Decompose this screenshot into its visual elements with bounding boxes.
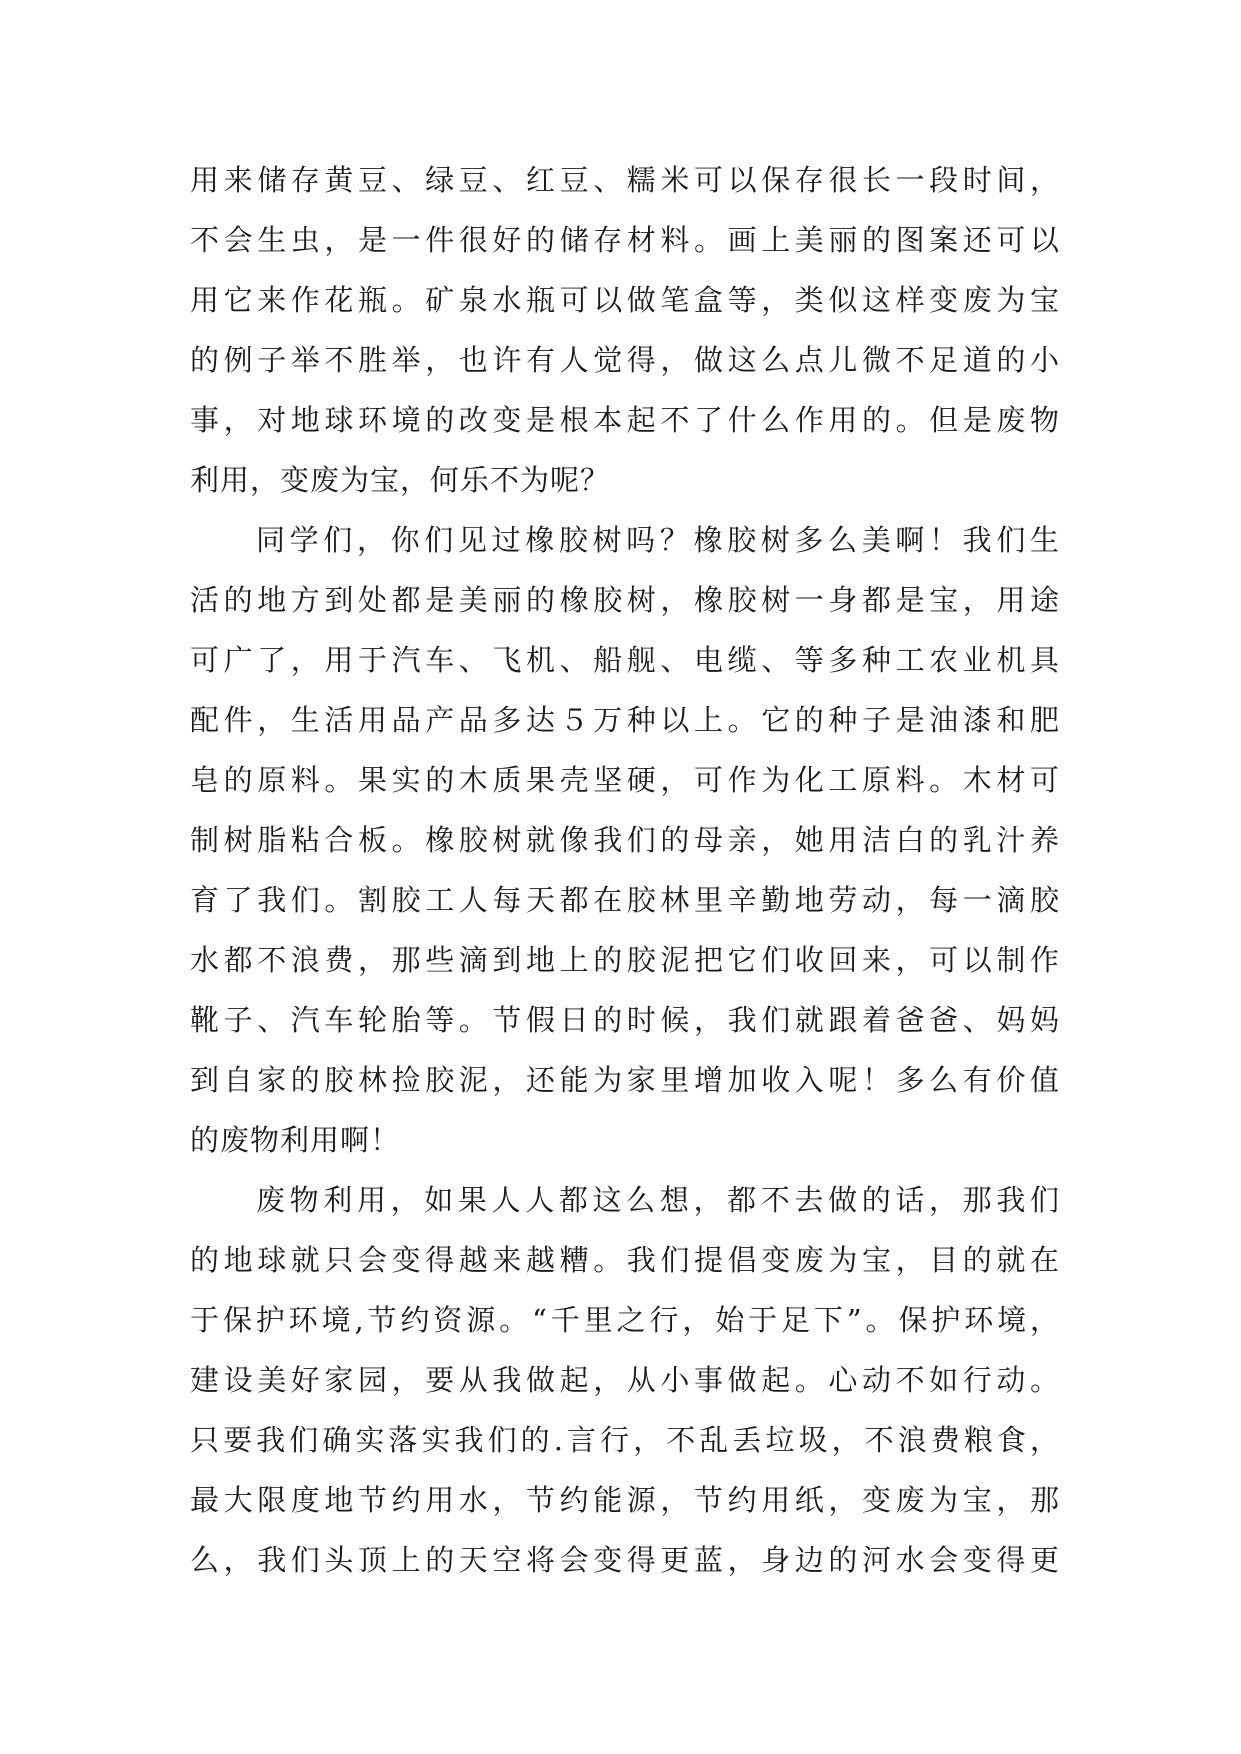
text-line: 于保护环境,节约资源。“千里之行，始于足下”。保护环境，: [190, 1303, 1060, 1337]
text-line: 事，对地球环境的改变是根本起不了什么作用的。但是废物: [190, 403, 1060, 437]
text-line: 最大限度地节约用水，节约能源，节约用纸，变废为宝，那: [190, 1483, 1060, 1517]
text-line: 利用，变废为宝，何乐不为呢？: [190, 463, 611, 497]
text-line: 用来储存黄豆、绿豆、红豆、糯米可以保存很长一段时间，: [190, 163, 1060, 197]
text-line: 的地球就只会变得越来越糟。我们提倡变废为宝，目的就在: [190, 1243, 1060, 1277]
text-line: 可广了，用于汽车、飞机、船舰、电缆、等多种工农业机具: [190, 643, 1060, 677]
text-line: 配件，生活用品产品多达５万种以上。它的种子是油漆和肥: [190, 703, 1060, 737]
text-line: 只要我们确实落实我们的.言行，不乱丢垃圾，不浪费粮食，: [190, 1423, 1060, 1457]
text-line: 靴子、汽车轮胎等。节假日的时候，我们就跟着爸爸、妈妈: [190, 1003, 1060, 1037]
document-body: [190, 150, 1060, 1590]
text-line: 到自家的胶林捡胶泥，还能为家里增加收入呢！多么有价值: [190, 1063, 1060, 1097]
text-line: 不会生虫，是一件很好的储存材料。画上美丽的图案还可以: [190, 223, 1060, 257]
text-line: 建设美好家园，要从我做起，从小事做起。心动不如行动。: [190, 1363, 1060, 1397]
paragraph-1: [190, 150, 1060, 510]
text-line: 制树脂粘合板。橡胶树就像我们的母亲，她用洁白的乳汁养: [190, 823, 1060, 857]
text-line: 废物利用，如果人人都这么想，都不去做的话，那我们: [256, 1183, 1060, 1217]
text-line: 活的地方到处都是美丽的橡胶树，橡胶树一身都是宝，用途: [190, 583, 1060, 617]
paragraph-2: [190, 510, 1060, 1170]
text-line: 么，我们头顶上的天空将会变得更蓝，身边的河水会变得更: [190, 1543, 1060, 1577]
text-line: 的例子举不胜举，也许有人觉得，做这么点儿微不足道的小: [190, 343, 1060, 377]
text-line: 的废物利用啊！: [190, 1123, 401, 1157]
text-line: 水都不浪费，那些滴到地上的胶泥把它们收回来，可以制作: [190, 943, 1060, 977]
text-line: 用它来作花瓶。矿泉水瓶可以做笔盒等，类似这样变废为宝: [190, 283, 1060, 317]
text-line: 育了我们。割胶工人每天都在胶林里辛勤地劳动，每一滴胶: [190, 883, 1060, 917]
text-line: 皂的原料。果实的木质果壳坚硬，可作为化工原料。木材可: [190, 763, 1060, 797]
text-line: 同学们，你们见过橡胶树吗？橡胶树多么美啊！我们生: [256, 523, 1060, 557]
paragraph-3: [190, 1170, 1060, 1590]
